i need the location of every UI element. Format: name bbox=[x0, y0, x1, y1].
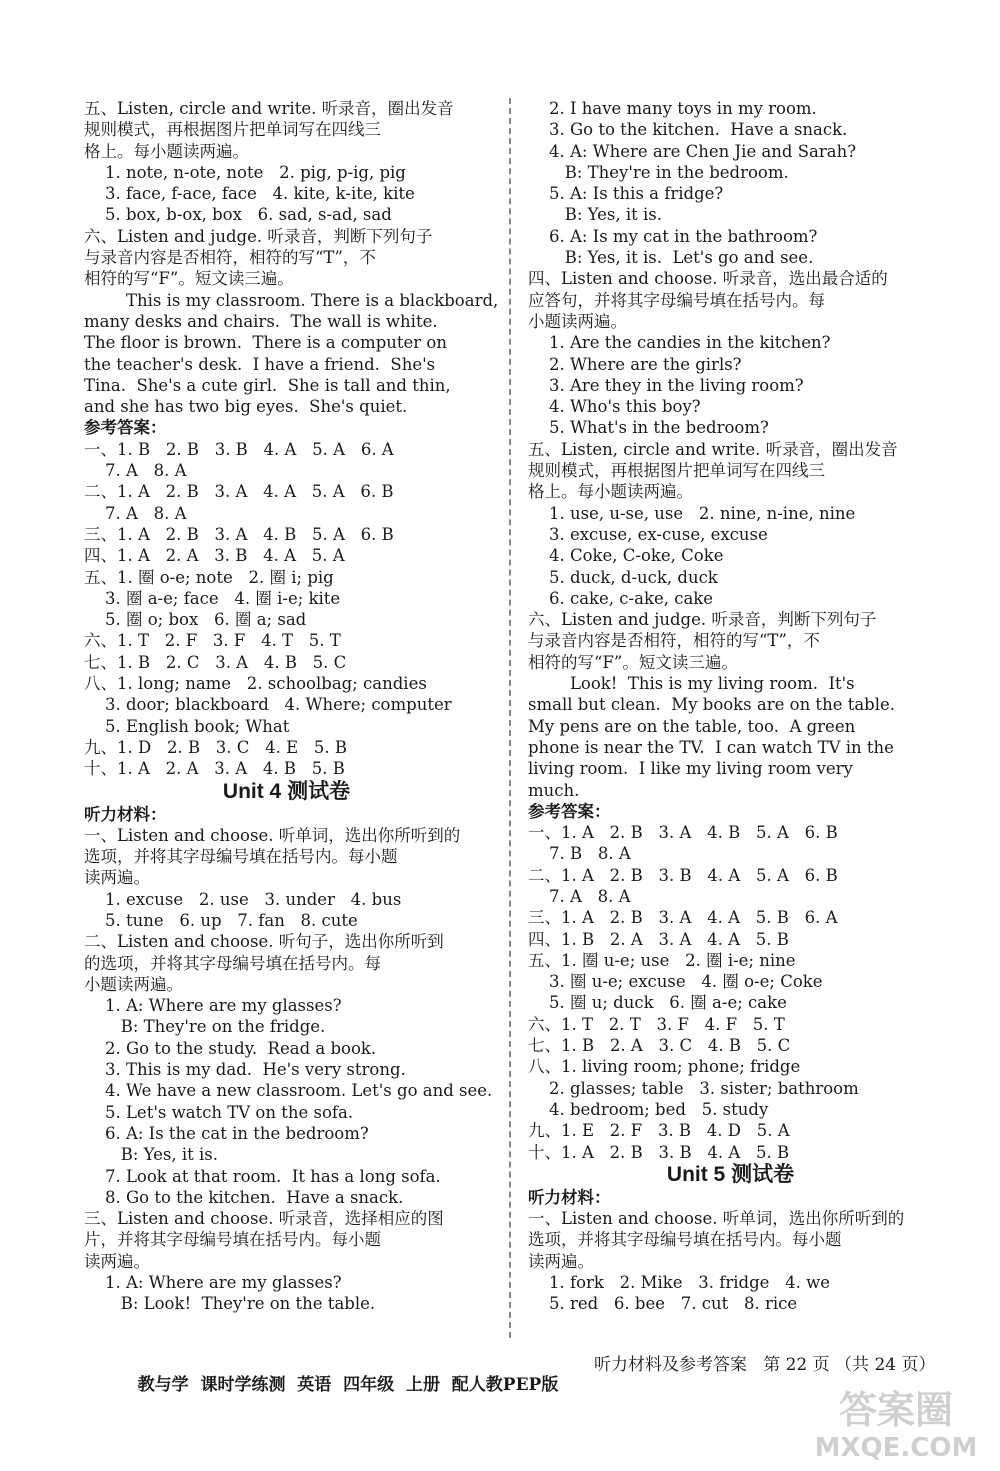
text-line: 读两遍。 bbox=[84, 1251, 150, 1271]
text-line: My pens are on the table, too. A green bbox=[528, 716, 856, 736]
text-line: 1. Are the candies in the kitchen? bbox=[528, 333, 831, 353]
column-divider bbox=[509, 98, 511, 1338]
text-line: 1. A: Where are my glasses? bbox=[84, 996, 342, 1016]
text-line: 五、Listen, circle and write. 听录音，圈出发音 bbox=[528, 439, 898, 459]
text-line: 一、1. A 2. B 3. A 4. B 5. A 6. B bbox=[528, 823, 838, 843]
text-line: 八、1. living room; phone; fridge bbox=[528, 1057, 801, 1077]
text-line: B: They're in the bedroom. bbox=[528, 162, 789, 182]
text-line: 选项，并将其字母编号填在括号内。每小题 bbox=[528, 1230, 842, 1250]
text-line: 十、1. A 2. B 3. B 4. A 5. B bbox=[528, 1142, 790, 1162]
text-line: 2. Go to the study. Read a book. bbox=[84, 1038, 377, 1058]
text-line: 3. Go to the kitchen. Have a snack. bbox=[528, 120, 848, 140]
text-line: 四、Listen and choose. 听录音，选出最合适的 bbox=[528, 269, 888, 289]
text-line: 三、1. A 2. B 3. A 4. A 5. B 6. A bbox=[528, 908, 838, 928]
text-line: 一、1. B 2. B 3. B 4. A 5. A 6. A bbox=[84, 439, 394, 459]
text-line: 参考答案： bbox=[528, 801, 611, 821]
text-line: 3. This is my dad. He's very strong. bbox=[84, 1060, 406, 1080]
text-line: 的选项，并将其字母编号填在括号内。每 bbox=[84, 953, 381, 973]
text-line: 3. door; blackboard 4. Where; computer bbox=[84, 695, 452, 715]
text-line: B: Yes, it is. bbox=[528, 205, 662, 225]
text-line: 相符的写“F”。短文读三遍。 bbox=[528, 652, 738, 672]
text-line: 参考答案： bbox=[84, 418, 167, 438]
text-line: 八、1. long; name 2. schoolbag; candies bbox=[84, 674, 427, 694]
text-line: 小题读两遍。 bbox=[528, 311, 627, 331]
text-line: 四、1. B 2. A 3. A 4. A 5. B bbox=[528, 929, 789, 949]
text-line: 九、1. E 2. F 3. B 4. D 5. A bbox=[528, 1121, 790, 1141]
text-line: 5. English book; What bbox=[84, 716, 290, 736]
text-line: 三、Listen and choose. 听录音，选择相应的图 bbox=[84, 1209, 444, 1229]
text-line: 六、Listen and judge. 听录音，判断下列句子 bbox=[528, 610, 877, 630]
text-line: 五、1. 圈 o-e; note 2. 圈 i; pig bbox=[84, 567, 334, 587]
text-line: 3. 圈 u-e; excuse 4. 圈 o-e; Coke bbox=[528, 972, 823, 992]
text-line: 5. Let's watch TV on the sofa. bbox=[84, 1102, 354, 1122]
right-column bbox=[528, 98, 933, 1315]
left-column bbox=[84, 98, 499, 1315]
text-line: 5. 圈 o; box 6. 圈 a; sad bbox=[84, 610, 307, 630]
text-line: 六、1. T 2. T 3. F 4. F 5. T bbox=[528, 1014, 785, 1034]
text-line: phone is near the TV. I can watch TV in the bbox=[528, 737, 894, 757]
text-line: 1. A: Where are my glasses? bbox=[84, 1273, 342, 1293]
text-line: This is my classroom. There is a blackboard, bbox=[84, 290, 499, 310]
text-line: 听力材料： bbox=[528, 1187, 611, 1207]
text-line: 2. glasses; table 3. sister; bathroom bbox=[528, 1078, 859, 1098]
text-line: 5. A: Is this a fridge? bbox=[528, 184, 724, 204]
text-line: 3. Are they in the living room? bbox=[528, 375, 804, 395]
text-line: 相符的写“F”。短文读三遍。 bbox=[84, 269, 294, 289]
text-line: the teacher's desk. I have a friend. She's bbox=[84, 354, 436, 374]
text-line: 六、1. T 2. F 3. F 4. T 5. T bbox=[84, 631, 341, 651]
text-line: 1. note, n-ote, note 2. pig, p-ig, pig bbox=[84, 162, 406, 182]
text-line: 一、Listen and choose. 听单词，选出你所听到的 bbox=[84, 825, 461, 845]
text-line: 4. Who's this boy? bbox=[528, 397, 701, 417]
text-line: 4. Coke, C-oke, Coke bbox=[528, 546, 724, 566]
text-line: 六、Listen and judge. 听录音，判断下列句子 bbox=[84, 226, 433, 246]
text-line: 读两遍。 bbox=[84, 868, 150, 888]
text-line: 二、1. A 2. B 3. A 4. A 5. A 6. B bbox=[84, 482, 394, 502]
text-line: 1. fork 2. Mike 3. fridge 4. we bbox=[528, 1273, 831, 1293]
footer-book-title: 教与学 课时学练测 英语 四年级 上册 配人教PEP版 bbox=[137, 1375, 559, 1395]
text-line: 十、1. A 2. A 3. A 4. B 5. B bbox=[84, 759, 345, 779]
text-line: living room. I like my living room very bbox=[528, 759, 853, 779]
text-line: 3. face, f-ace, face 4. kite, k-ite, kite bbox=[84, 184, 415, 204]
section-heading: Unit 5 测试卷 bbox=[666, 1162, 795, 1186]
text-line: 5. box, b-ox, box 6. sad, s-ad, sad bbox=[84, 205, 392, 225]
text-line: 4. A: Where are Chen Jie and Sarah? bbox=[528, 141, 857, 161]
text-line: Tina. She's a cute girl. She is tall and thin, bbox=[84, 375, 451, 395]
text-line: 5. tune 6. up 7. fan 8. cute bbox=[84, 910, 358, 930]
text-line: 2. I have many toys in my room. bbox=[528, 99, 817, 118]
watermark-text-cn: 答案圈 bbox=[838, 1388, 954, 1432]
text-line: 规则模式，再根据图片把单词写在四线三 bbox=[528, 461, 825, 481]
text-line: 七、1. B 2. C 3. A 4. B 5. C bbox=[84, 652, 347, 672]
text-line: 读两遍。 bbox=[528, 1251, 594, 1271]
text-line: 与录音内容是否相符，相符的写“T”，不 bbox=[528, 631, 820, 651]
text-line: 3. excuse, ex-cuse, excuse bbox=[528, 524, 768, 544]
text-line: 七、1. B 2. A 3. C 4. B 5. C bbox=[528, 1036, 791, 1056]
text-line: 7. A 8. A bbox=[528, 886, 631, 906]
text-line: 4. We have a new classroom. Let's go and see. bbox=[84, 1081, 493, 1101]
watermark-icon bbox=[816, 1378, 976, 1463]
text-line: 应答句，并将其字母编号填在括号内。每 bbox=[528, 290, 825, 310]
text-line: 5. duck, d-uck, duck bbox=[528, 567, 718, 587]
text-line: 二、Listen and choose. 听句子，选出你所听到 bbox=[84, 932, 444, 952]
watermark-logo bbox=[816, 1378, 976, 1463]
text-line: 1. use, u-se, use 2. nine, n-ine, nine bbox=[528, 503, 856, 523]
text-line: 一、Listen and choose. 听单词，选出你所听到的 bbox=[528, 1209, 905, 1229]
text-line: 格上。每小题读两遍。 bbox=[528, 482, 693, 502]
text-line: 6. A: Is my cat in the bathroom? bbox=[528, 226, 818, 246]
text-line: 九、1. D 2. B 3. C 4. E 5. B bbox=[84, 737, 348, 757]
footer-page-info: 听力材料及参考答案 第 22 页 （共 24 页） bbox=[594, 1355, 936, 1375]
text-line: 与录音内容是否相符，相符的写“T”，不 bbox=[84, 248, 376, 268]
text-line: 6. A: Is the cat in the bedroom? bbox=[84, 1123, 369, 1143]
text-line: 7. A 8. A bbox=[84, 503, 187, 523]
text-line: B: They're on the fridge. bbox=[84, 1017, 326, 1037]
text-line: The floor is brown. There is a computer on bbox=[84, 333, 447, 353]
text-line: 片，并将其字母编号填在括号内。每小题 bbox=[84, 1230, 381, 1250]
text-line: 三、1. A 2. B 3. A 4. B 5. A 6. B bbox=[84, 524, 394, 544]
text-line: 2. Where are the girls? bbox=[528, 354, 742, 374]
text-line: many desks and chairs. The wall is white. bbox=[84, 311, 438, 331]
text-line: 听力材料： bbox=[84, 804, 167, 824]
text-line: 6. cake, c-ake, cake bbox=[528, 588, 714, 608]
text-line: B: Yes, it is. Let's go and see. bbox=[528, 248, 814, 268]
text-line: 4. bedroom; bed 5. study bbox=[528, 1099, 769, 1119]
text-line: much. bbox=[528, 780, 580, 800]
text-line: B: Yes, it is. bbox=[84, 1145, 218, 1165]
text-line: 小题读两遍。 bbox=[84, 974, 183, 994]
text-line: Look! This is my living room. It's bbox=[528, 674, 855, 694]
text-line: small but clean. My books are on the table. bbox=[528, 695, 896, 715]
text-line: and she has two big eyes. She's quiet. bbox=[84, 397, 408, 417]
text-line: 五、1. 圈 u-e; use 2. 圈 i-e; nine bbox=[528, 950, 796, 970]
section-heading: Unit 4 测试卷 bbox=[222, 779, 351, 803]
text-line: 7. Look at that room. It has a long sofa. bbox=[84, 1166, 441, 1186]
text-line: 5. What's in the bedroom? bbox=[528, 418, 769, 438]
text-line: 1. excuse 2. use 3. under 4. bus bbox=[84, 889, 402, 909]
text-line: 四、1. A 2. A 3. B 4. A 5. A bbox=[84, 546, 345, 566]
text-line: B: Look! They're on the table. bbox=[84, 1294, 376, 1314]
text-line: 格上。每小题读两遍。 bbox=[84, 141, 249, 161]
text-line: 8. Go to the kitchen. Have a snack. bbox=[84, 1187, 404, 1207]
text-line: 3. 圈 a-e; face 4. 圈 i-e; kite bbox=[84, 588, 341, 608]
text-line: 7. B 8. A bbox=[528, 844, 631, 864]
text-line: 7. A 8. A bbox=[84, 461, 187, 481]
text-line: 五、Listen, circle and write. 听录音，圈出发音 bbox=[84, 99, 454, 118]
text-line: 选项，并将其字母编号填在括号内。每小题 bbox=[84, 847, 398, 867]
text-line: 规则模式，再根据图片把单词写在四线三 bbox=[84, 120, 381, 140]
text-line: 5. 圈 u; duck 6. 圈 a-e; cake bbox=[528, 993, 787, 1013]
text-line: 二、1. A 2. B 3. B 4. A 5. A 6. B bbox=[528, 865, 838, 885]
watermark-text-en: MXQE.COM bbox=[816, 1433, 976, 1463]
text-line: 5. red 6. bee 7. cut 8. rice bbox=[528, 1294, 798, 1314]
